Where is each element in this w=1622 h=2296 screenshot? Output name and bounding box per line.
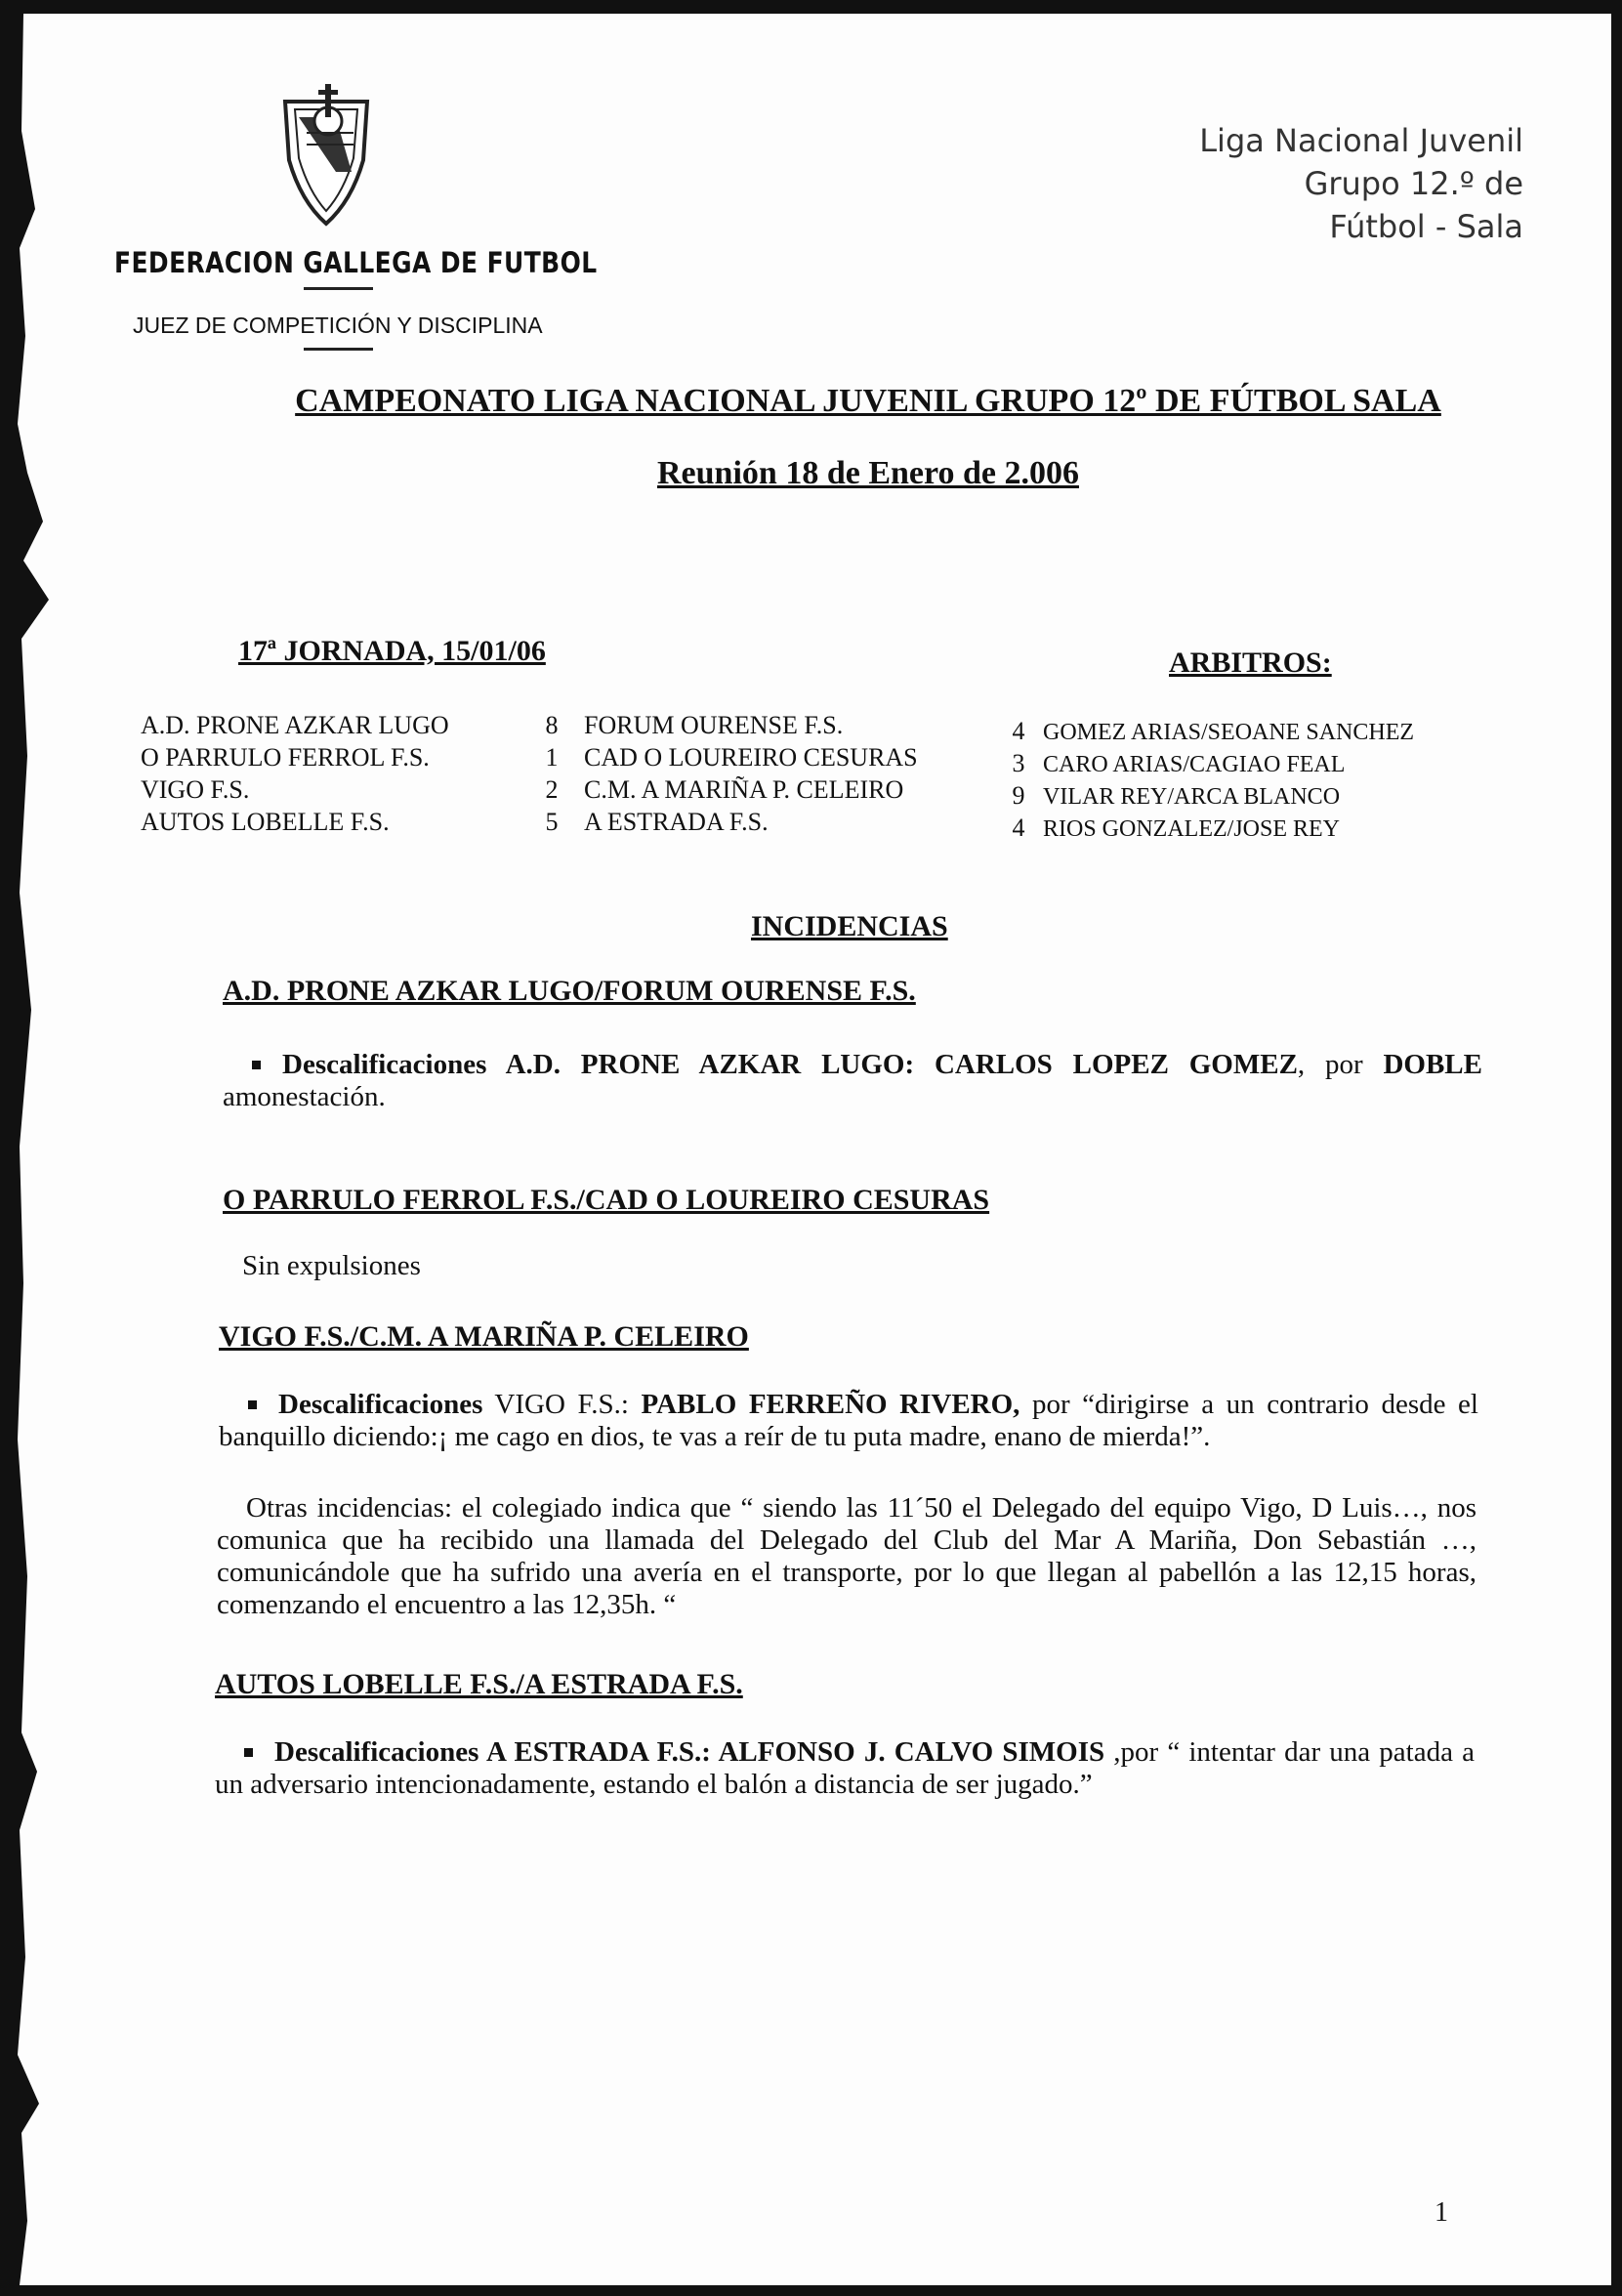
page-number: 1 [1435,2197,1448,2228]
away-score: 3 [1012,749,1025,777]
home-team: A.D. PRONE AZKAR LUGO [141,711,449,739]
section-title: O PARRULO FERROL F.S./CAD O LOUREIRO CESURAS [223,1184,990,1216]
bullet-icon [244,1748,253,1757]
federation-crest-logo [277,82,375,229]
section-title: A.D. PRONE AZKAR LUGO/FORUM OURENSE F.S. [223,975,916,1007]
divider [304,348,373,351]
meeting-date: Reunión 18 de Enero de 2.006 [657,455,1079,491]
bullet-icon [248,1400,257,1409]
disqualification-label: Descalificaciones A.D. PRONE AZKAR LUGO: CARLOS LOPEZ GOMEZ [282,1049,1298,1080]
section-title: AUTOS LOBELLE F.S./A ESTRADA F.S. [215,1668,743,1700]
disqualification-label: Descalificaciones [278,1389,483,1420]
home-teams-column [141,709,449,838]
incidents-heading: INCIDENCIAS [751,910,948,942]
away-team: A ESTRADA F.S. [584,808,769,836]
disqualification-label: Descalificaciones A ESTRADA F.S.: ALFONSO J. CALVO SIMOIS [274,1736,1105,1768]
home-team: O PARRULO FERROL F.S. [141,743,430,772]
bullet-icon [252,1061,261,1069]
referee-pair: VILAR REY/ARCA BLANCO [1043,784,1341,810]
document-page [14,14,1611,2285]
home-team: VIGO F.S. [141,775,250,804]
incident-text: , por [1297,1049,1384,1080]
away-score: 4 [1012,717,1025,745]
away-team: FORUM OURENSE F.S. [584,711,844,739]
incident-text: VIGO F.S.: [482,1389,642,1420]
home-scores-column [537,709,566,838]
home-team: AUTOS LOBELLE F.S. [141,808,390,836]
incident-paragraph [215,1736,1475,1801]
away-team: C.M. A MARIÑA P. CELEIRO [584,775,904,804]
league-line: Grupo 12.º de [1304,165,1523,202]
round-heading: 17ª JORNADA, 15/01/06 [238,635,546,667]
home-score: 8 [545,711,559,739]
league-title [1199,119,1523,248]
away-score: 4 [1012,814,1025,842]
office-name: JUEZ DE COMPETICIÓN Y DISCIPLINA [133,313,543,338]
home-score: 5 [545,808,559,836]
torn-page-edge [14,14,72,2285]
player-name: PABLO FERREÑO RIVERO, [641,1389,1020,1420]
divider [304,287,373,290]
referee-pair: RIOS GONZALEZ/JOSE REY [1043,816,1340,842]
incident-text: ,por “ intentar dar una patada a un adversario intencionadamente, estando el balón a distancia de ser jugado.” [215,1736,1476,1800]
incident-paragraph: Sin expulsiones [242,1250,421,1281]
document-title: CAMPEONATO LIGA NACIONAL JUVENIL GRUPO 12º DE FÚTBOL SALA [295,383,1441,419]
away-score: 9 [1012,781,1025,810]
away-scores-column [1004,715,1033,844]
incident-text: por “dirigirse a un contrario desde el banquillo diciendo:¡ me cago en dios, te vas a reír de tu puta madre, enano de mierda!”. [219,1389,1478,1452]
other-incidents-paragraph: Otras incidencias: el colegiado indica que “ siendo las 11´50 el Delegado del equipo Vigo, D Luis…, nos comunica que ha recibido una llamada del Delegado del Club del Mar A Mariña, Don Sebastián …, comunicándole que ha sufrido una avería en el transporte, por lo que llegan al pabellón a las 12,15 horas, comenzando el encuentro a las 12,35h. “ [217,1492,1476,1620]
federation-name: FEDERACION GALLEGA DE FUTBOL [114,246,598,279]
home-score: 1 [545,743,559,772]
referees-column [1043,717,1414,846]
incident-emphasis: DOBLE [1383,1049,1482,1080]
league-line: Liga Nacional Juvenil [1199,122,1523,159]
incident-paragraph [219,1389,1478,1453]
section-title: VIGO F.S./C.M. A MARIÑA P. CELEIRO [219,1320,749,1353]
incident-text: amonestación. [223,1081,386,1112]
referee-pair: CARO ARIAS/CAGIAO FEAL [1043,752,1346,777]
referee-pair: GOMEZ ARIAS/SEOANE SANCHEZ [1043,720,1415,745]
league-line: Fútbol - Sala [1329,208,1523,245]
referees-heading: ARBITROS: [1169,647,1332,679]
incident-paragraph [223,1049,1482,1113]
away-team: CAD O LOUREIRO CESURAS [584,743,918,772]
home-score: 2 [545,775,559,804]
away-teams-column [584,709,918,838]
